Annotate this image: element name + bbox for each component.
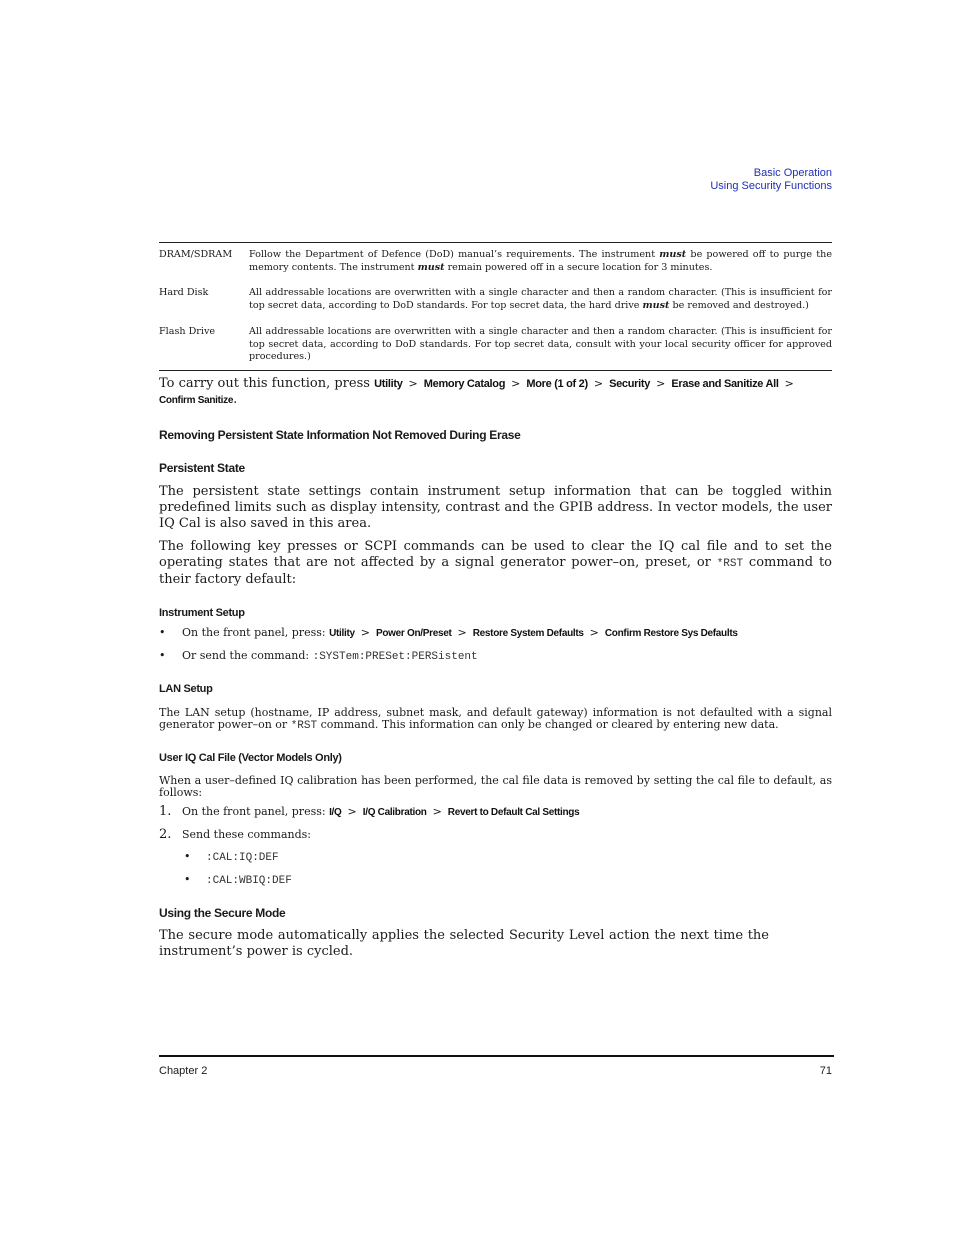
softkey-utility: Utility [374,377,403,390]
list-item: 2. Send these commands: [159,826,312,842]
softkey-confirm-sanitize: Confirm Sanitize [159,394,234,406]
subsection-heading: Persistent State [159,460,245,475]
header-section: Basic Operation [753,167,832,179]
memory-description: Follow the Department of Defence (DoD) manual’s requirements. The instrument must be powered off to purge the memory contents. The instrument must remain powered off in a secure location for 3 minutes. [249,249,832,273]
subsection-heading: Instrument Setup [159,606,245,619]
section-heading: Removing Persistent State Information Not Removed During Erase [159,427,521,442]
table-row [159,287,832,312]
list-item: • :CAL:IQ:DEF [184,849,279,864]
page-content [159,242,832,960]
header-subsection: Using Security Functions [710,180,832,192]
softkey-memory-catalog: Memory Catalog [423,377,506,390]
bullet-icon: • [159,648,166,662]
subsection-heading: LAN Setup [159,682,213,695]
carry-out-instruction: To carry out this function, press Utility > Memory Catalog > More (1 of 2) > Security > Erase and Sanitize All > Confirm Sanitize. [159,375,794,407]
softkey-more: More (1 of 2) [526,377,588,390]
list-item: • :CAL:WBIQ:DEF [184,872,292,887]
memory-type: Hard Disk [159,287,209,299]
memory-sanitize-table [159,242,832,371]
subsection-heading: User IQ Cal File (Vector Models Only) [159,751,342,764]
paragraph: When a user–defined IQ calibration has been performed, the cal file data is removed by setting the cal file to default, as follows: [159,773,832,800]
paragraph: The following key presses or SCPI commands can be used to clear the IQ cal file and to set the operating states that are not affected by a signal generator power–on, preset, or *RST command to their factory default: [159,538,832,587]
footer-chapter: Chapter 2 [159,1065,208,1077]
bullet-icon: • [159,625,166,639]
subsection-heading: Using the Secure Mode [159,905,286,920]
softkey-security: Security [609,377,651,390]
paragraph: The persistent state settings contain instrument setup information that can be toggled within predefined limits such as display intensity, contrast and the GPIB address. In vector models, the user IQ Cal is also saved in this area. [159,483,832,531]
memory-type: DRAM/SDRAM [159,249,233,260]
memory-description: All addressable locations are overwritten with a single character and then a random character. (This is insufficient for top secret data, according to DoD standards. For top secret data, consult with your local security officer for approved procedures.) [249,325,832,363]
softkey-erase-and-sanitize-all: Erase and Sanitize All [671,377,779,390]
memory-description: All addressable locations are overwritten with a single character and then a random character. (This is insufficient for top secret data, according to DoD standards. For top secret data, the hard drive must be removed and destroyed.) [249,287,832,312]
paragraph: The secure mode automatically applies the selected Security Level action the next time the instrument’s power is cycled. [159,927,769,959]
bullet-icon: • [184,872,191,886]
table-row [159,326,832,364]
list-item: • Or send the command: :SYSTem:PRESet:PERSistent [159,648,478,663]
list-item: • On the front panel, press: Utility > Power On/Preset > Restore System Defaults > Confirm Restore Sys Defaults [159,625,738,639]
list-item: 1. On the front panel, press: I/Q > I/Q Calibration > Revert to Default Cal Settings [159,803,580,819]
paragraph: The LAN setup (hostname, IP address, subnet mask, and default gateway) information is not defaulted with a signal generator power–on or *RST command. This information can only be changed or cleared by entering new data. [159,705,832,733]
running-header [710,167,832,193]
memory-type: Flash Drive [159,325,216,337]
footer-divider [159,1055,834,1057]
table-row [159,249,832,274]
bullet-icon: • [184,849,191,863]
page-number: 71 [819,1065,832,1077]
